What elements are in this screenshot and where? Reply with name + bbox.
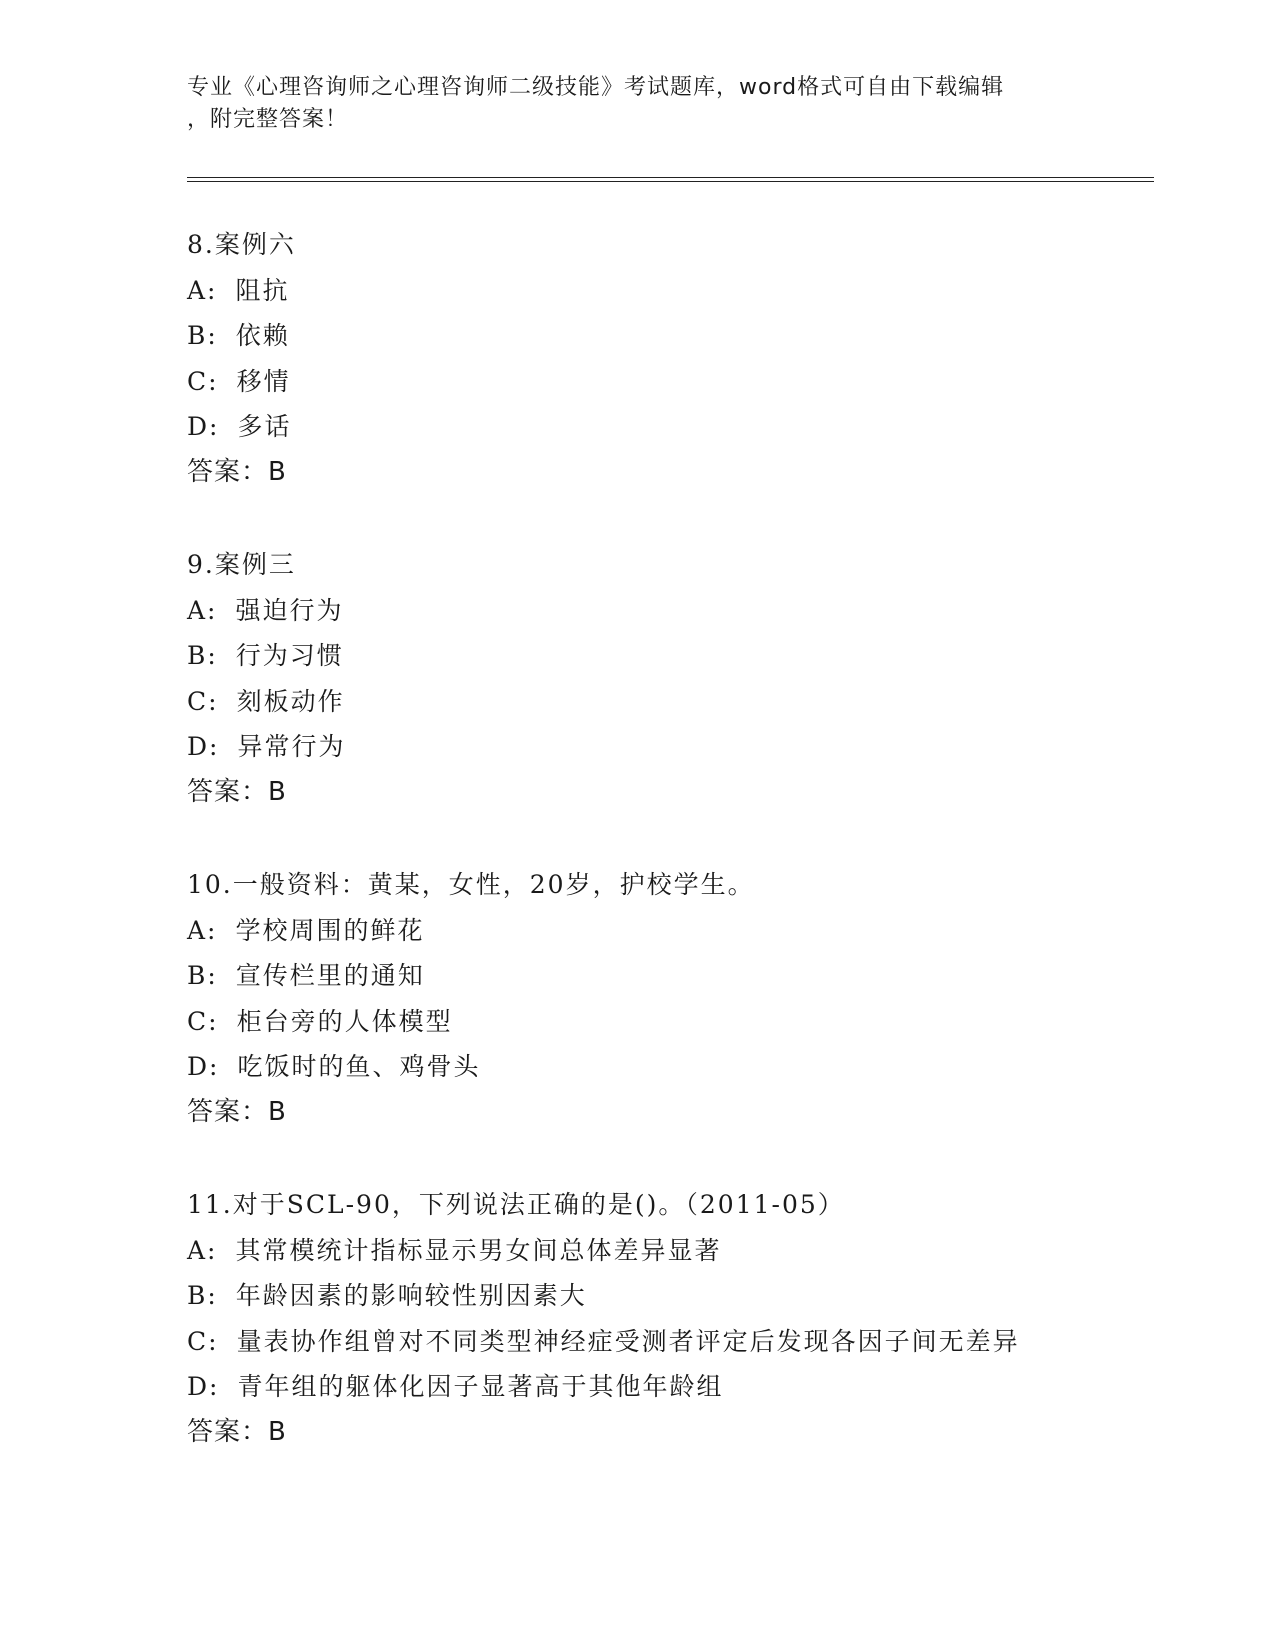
header-divider: [187, 177, 1154, 182]
answer: 答案：B: [187, 1416, 287, 1447]
header-line-1: 专业《心理咨询师之心理咨询师二级技能》考试题库，word格式可自由下载编辑: [187, 75, 1005, 100]
option-c: [187, 1319, 1187, 1365]
option-key: C:: [187, 366, 219, 396]
question-9: [187, 542, 1187, 816]
option-d: [187, 404, 1187, 450]
option-key: A:: [187, 1235, 218, 1265]
answer: 答案：B: [187, 456, 287, 487]
answer: 答案：B: [187, 1096, 287, 1127]
option-text: 其常模统计指标显示男女间总体差异显著: [235, 1235, 722, 1265]
option-key: B:: [187, 1281, 218, 1311]
option-text: 学校周围的鲜花: [235, 915, 425, 945]
question-8: [187, 222, 1187, 496]
document-header: [187, 72, 1087, 136]
option-key: C:: [187, 1326, 219, 1356]
option-text: 依赖: [235, 321, 290, 351]
option-text: 吃饭时的鱼、鸡骨头: [237, 1052, 481, 1082]
question-10: [187, 862, 1187, 1136]
option-c: [187, 359, 1187, 405]
header-line-2: ，附完整答案！: [187, 107, 349, 132]
question-11: [187, 1182, 1187, 1456]
option-text: 柜台旁的人体模型: [236, 1006, 453, 1036]
option-key: D:: [187, 1372, 220, 1402]
option-b: [187, 1273, 1187, 1319]
option-b: [187, 313, 1187, 359]
option-text: 行为习惯: [235, 641, 344, 671]
option-key: D:: [187, 732, 220, 762]
option-key: B:: [187, 961, 218, 991]
option-text: 移情: [236, 366, 291, 396]
option-text: 强迫行为: [235, 595, 344, 625]
question-title: 9.案例三: [187, 550, 296, 579]
question-title: 10.一般资料：黄某，女性，20岁，护校学生。: [187, 870, 755, 899]
option-d: [187, 1044, 1187, 1090]
option-text: 年龄因素的影响较性别因素大: [235, 1281, 587, 1311]
option-a: [187, 588, 1187, 634]
answer: 答案：B: [187, 776, 287, 807]
option-key: B:: [187, 641, 218, 671]
option-text: 宣传栏里的通知: [235, 961, 425, 991]
option-key: B:: [187, 321, 218, 351]
option-d: [187, 724, 1187, 770]
option-key: C:: [187, 686, 219, 716]
question-title: 11.对于SCL-90，下列说法正确的是()。（2011-05）: [187, 1190, 845, 1219]
option-text: 青年组的躯体化因子显著高于其他年龄组: [237, 1372, 724, 1402]
option-a: [187, 1228, 1187, 1274]
option-b: [187, 633, 1187, 679]
option-key: A:: [187, 275, 218, 305]
option-a: [187, 268, 1187, 314]
option-b: [187, 953, 1187, 999]
option-text: 量表协作组曾对不同类型神经症受测者评定后发现各因子间无差异: [236, 1326, 1020, 1356]
option-c: [187, 679, 1187, 725]
option-text: 阻抗: [235, 275, 290, 305]
option-text: 多话: [237, 412, 292, 442]
question-title: 8.案例六: [187, 230, 296, 259]
option-key: C:: [187, 1006, 219, 1036]
option-key: D:: [187, 412, 220, 442]
option-key: A:: [187, 915, 218, 945]
option-d: [187, 1364, 1187, 1410]
option-key: D:: [187, 1052, 220, 1082]
option-text: 异常行为: [237, 732, 346, 762]
option-c: [187, 999, 1187, 1045]
option-text: 刻板动作: [236, 686, 345, 716]
option-a: [187, 908, 1187, 954]
option-key: A:: [187, 595, 218, 625]
